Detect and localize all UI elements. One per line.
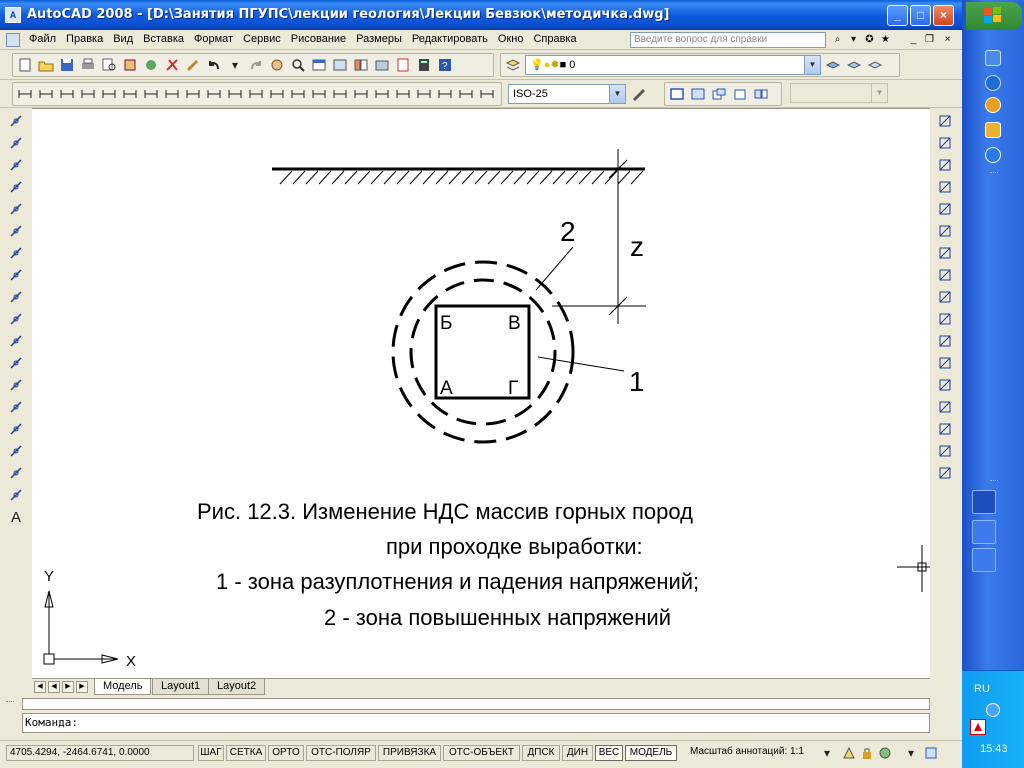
status-toggle-2[interactable]: ОРТО: [268, 745, 304, 761]
drawing-svg: [32, 109, 930, 678]
jogged-icon[interactable]: [121, 85, 139, 103]
leader-1: [538, 357, 624, 371]
status-toggle-8[interactable]: ВЕС: [595, 745, 623, 761]
extend-icon[interactable]: [936, 332, 954, 350]
stretch-icon[interactable]: [936, 288, 954, 306]
dimension-style-control-icon[interactable]: [373, 85, 391, 103]
layer-combo-value: 0: [569, 59, 576, 71]
circle-icon[interactable]: [7, 244, 25, 262]
save-icon[interactable]: [58, 56, 76, 74]
layer-combo[interactable]: 💡●✹■ 0 ▼: [525, 55, 821, 75]
command-prompt: Команда:: [25, 716, 78, 729]
command-area: [0, 695, 962, 740]
spline-icon[interactable]: [7, 288, 25, 306]
standard-toolbar: [12, 53, 494, 77]
standard-toolbar-row: [0, 50, 962, 80]
label-z: z: [630, 231, 644, 262]
tab-layout2[interactable]: Layout2: [208, 679, 265, 695]
dropdown-arrow-icon[interactable]: ▾: [850, 34, 857, 45]
ellipse-icon[interactable]: [7, 310, 25, 328]
system-tray: [962, 670, 1024, 768]
dimension-break-icon[interactable]: [415, 85, 433, 103]
menu-items: [24, 33, 582, 45]
quick-dimension-icon[interactable]: [184, 85, 202, 103]
layer-previous-icon[interactable]: [845, 56, 863, 74]
3d-dwf-icon[interactable]: [142, 56, 160, 74]
ground-hatch: [280, 171, 643, 184]
corner-label-b: Б: [440, 313, 453, 334]
menu-bar: [0, 30, 962, 50]
doc-restore-icon[interactable]: ❐: [925, 34, 934, 45]
layer-manager-icon[interactable]: [504, 56, 522, 74]
status-toggle-1[interactable]: СЕТКА: [226, 745, 266, 761]
quick-launch-desktop-icon[interactable]: [985, 50, 1001, 66]
copy-icon[interactable]: [936, 134, 954, 152]
dimension-update-icon[interactable]: [352, 85, 370, 103]
point-icon[interactable]: [7, 398, 25, 416]
arc-length-icon[interactable]: [58, 85, 76, 103]
polygon-icon[interactable]: [7, 178, 25, 196]
dim-override-icon[interactable]: [478, 85, 496, 103]
taskbar-grip[interactable]: [990, 172, 998, 174]
match-properties-icon[interactable]: [184, 56, 202, 74]
antivirus-icon[interactable]: [970, 719, 986, 735]
rectangle-icon[interactable]: [7, 200, 25, 218]
aligned-dimension-icon[interactable]: [37, 85, 55, 103]
polyline-icon[interactable]: [7, 156, 25, 174]
layout-tabs-bar: [32, 678, 930, 695]
ucs-icon: [44, 568, 136, 670]
join-icon[interactable]: [936, 398, 954, 416]
caption-line-4: 2 - зона повышенных напряжений: [324, 605, 671, 630]
scale-icon[interactable]: [936, 266, 954, 284]
minimize-button[interactable]: _: [887, 5, 908, 26]
next-tab-icon[interactable]: ▶: [62, 681, 74, 693]
corner-label-v: В: [508, 313, 521, 334]
communication-center-icon[interactable]: ✪: [865, 34, 874, 45]
quick-launch-clock-icon[interactable]: [985, 122, 1001, 138]
arc-icon[interactable]: [7, 222, 25, 240]
window-title: AutoCAD 2008 - [D:\Занятия ПГУПС\лекции геология\Лекции Бевзюк\методичка.dwg]: [27, 7, 670, 22]
corner-label-g: Г: [508, 378, 519, 399]
status-toggle-0[interactable]: ШАГ: [198, 745, 224, 761]
doc-close-icon[interactable]: ×: [944, 34, 951, 45]
multiline-text-icon[interactable]: A: [10, 508, 21, 526]
taskbar-grip[interactable]: [990, 480, 998, 482]
layers-toolbar: [500, 53, 900, 77]
baseline-dimension-icon[interactable]: [205, 85, 223, 103]
grip-handle[interactable]: [6, 701, 14, 703]
menu-item-1[interactable]: Правка: [66, 33, 104, 45]
favorites-star-icon[interactable]: ★: [881, 34, 890, 45]
command-line-input[interactable]: [22, 713, 930, 733]
make-block-icon[interactable]: [7, 376, 25, 394]
help-icon[interactable]: [436, 56, 454, 74]
zoom-realtime-icon[interactable]: [289, 56, 307, 74]
convert-object-viewport-icon[interactable]: [752, 85, 770, 103]
redo-icon[interactable]: [247, 56, 265, 74]
dimension-style-icon[interactable]: [630, 85, 648, 103]
chevron-down-icon[interactable]: ▼: [609, 85, 625, 103]
menu-item-10[interactable]: Справка: [533, 33, 577, 45]
print-preview-icon[interactable]: [100, 56, 118, 74]
tool-palettes-icon[interactable]: [352, 56, 370, 74]
tray-expand-icon[interactable]: [986, 703, 1000, 717]
svg-text:?: ?: [442, 61, 448, 72]
title-bar[interactable]: [0, 0, 962, 30]
construction-line-icon[interactable]: [7, 134, 25, 152]
publish-icon[interactable]: [121, 56, 139, 74]
menu-item-0[interactable]: Файл: [29, 33, 57, 45]
status-bar: [0, 740, 962, 764]
quick-leader-icon[interactable]: [247, 85, 265, 103]
annotation-scale[interactable]: Масштаб аннотаций: 1:1: [690, 746, 804, 757]
markup-set-icon[interactable]: [394, 56, 412, 74]
undo-icon[interactable]: [205, 56, 223, 74]
caption-line-1: Рис. 12.3. Изменение НДС массив горных пород: [197, 499, 693, 524]
status-toggle-3[interactable]: ОТС-ПОЛЯР: [306, 745, 376, 761]
start-button[interactable]: [966, 2, 1022, 30]
status-toggle-6[interactable]: ДПСК: [522, 745, 560, 761]
autocad-app-icon[interactable]: A: [5, 7, 21, 23]
open-folder-icon[interactable]: [37, 56, 55, 74]
line-icon[interactable]: [7, 112, 25, 130]
cut-icon[interactable]: [163, 56, 181, 74]
last-tab-icon[interactable]: ▶: [76, 681, 88, 693]
search-icon[interactable]: ⌕: [834, 34, 841, 45]
clip-viewport-icon[interactable]: [710, 85, 728, 103]
drawing-canvas[interactable]: [32, 108, 930, 678]
modify-toolbar: [932, 108, 958, 498]
sheet-set-manager-icon[interactable]: [373, 56, 391, 74]
task-word-doc-2-icon[interactable]: [972, 548, 996, 572]
menu-item-8[interactable]: Редактировать: [411, 33, 488, 45]
chevron-down-icon[interactable]: ▼: [804, 56, 820, 74]
rotate-icon[interactable]: [936, 244, 954, 262]
angular-dimension-icon[interactable]: [163, 85, 181, 103]
diameter-dimension-icon[interactable]: [142, 85, 160, 103]
dimstyle-combo[interactable]: [508, 84, 626, 104]
ucs-y-label: Y: [44, 568, 55, 585]
trim-icon[interactable]: [936, 310, 954, 328]
doc-minimize-icon[interactable]: _: [910, 34, 917, 45]
break-icon[interactable]: [936, 376, 954, 394]
corner-label-a: А: [440, 378, 453, 399]
status-toggle-5[interactable]: ОТС-ОБЪЕКТ: [443, 745, 520, 761]
draw-toolbar: [3, 108, 29, 538]
polygonal-viewport-icon[interactable]: [731, 85, 749, 103]
zone-2-outer-ring: [393, 262, 573, 442]
calculator-icon[interactable]: [415, 56, 433, 74]
ellipse-arc-icon[interactable]: [7, 332, 25, 350]
status-toggle-9[interactable]: МОДЕЛЬ: [625, 745, 677, 761]
fillet-icon[interactable]: [936, 442, 954, 460]
new-file-icon[interactable]: [16, 56, 34, 74]
erase-icon[interactable]: [936, 112, 954, 130]
tab-layout1[interactable]: Layout1: [152, 679, 209, 695]
lock-icon[interactable]: [858, 744, 876, 762]
dimension-space-icon[interactable]: [394, 85, 412, 103]
menu-item-6[interactable]: Рисование: [290, 33, 347, 45]
properties-icon[interactable]: [310, 56, 328, 74]
coordinates-readout[interactable]: 4705.4294, -2464.6741, 0.0000: [6, 745, 194, 761]
tray-settings-icon[interactable]: [876, 744, 894, 762]
viewport-icon[interactable]: [668, 85, 686, 103]
revision-cloud-icon[interactable]: [7, 266, 25, 284]
region-icon[interactable]: [7, 464, 25, 482]
quick-launch-search-icon[interactable]: [985, 75, 1001, 91]
insert-block-icon[interactable]: [7, 354, 25, 372]
annotation-visibility-icon[interactable]: [840, 744, 858, 762]
close-button[interactable]: ×: [933, 5, 954, 26]
task-autocad-icon[interactable]: [972, 490, 996, 514]
status-menu-icon[interactable]: ▾: [907, 746, 915, 760]
clean-screen-icon[interactable]: [922, 744, 940, 762]
break-at-point-icon[interactable]: [936, 354, 954, 372]
array-icon[interactable]: [936, 200, 954, 218]
tolerance-icon[interactable]: [268, 85, 286, 103]
internet-explorer-icon[interactable]: [985, 147, 1001, 163]
layer-states-icon[interactable]: [866, 56, 884, 74]
move-icon[interactable]: [936, 222, 954, 240]
table-icon[interactable]: [7, 486, 25, 504]
first-tab-icon[interactable]: ◀: [34, 681, 46, 693]
gradient-icon[interactable]: [7, 442, 25, 460]
design-center-icon[interactable]: [331, 56, 349, 74]
menu-item-9[interactable]: Окно: [497, 33, 524, 45]
chamfer-icon[interactable]: [936, 420, 954, 438]
workspace-toolbar: [664, 82, 782, 106]
language-indicator[interactable]: RU: [974, 683, 990, 695]
caption-line-3: 1 - зона разуплотнения и падения напряжений;: [216, 569, 700, 594]
clock: 15:43: [980, 743, 1008, 755]
windows-logo-icon: [966, 2, 1022, 30]
single-viewport-icon[interactable]: [689, 85, 707, 103]
tab-model[interactable]: Модель: [94, 679, 151, 695]
leader-2: [536, 247, 573, 290]
crosshair-cursor: [897, 545, 930, 592]
menu-item-7[interactable]: Размеры: [356, 33, 402, 45]
scale-dropdown-icon[interactable]: ▾: [823, 746, 831, 760]
maximize-button[interactable]: □: [910, 5, 931, 26]
mirror-icon[interactable]: [936, 156, 954, 174]
dimension-text-edit-icon[interactable]: [331, 85, 349, 103]
quick-launch-media-icon[interactable]: [985, 97, 1001, 113]
menu-item-2[interactable]: Вид: [113, 33, 134, 45]
pan-realtime-icon[interactable]: [268, 56, 286, 74]
windows-taskbar: [962, 0, 1024, 768]
continue-dimension-icon[interactable]: [226, 85, 244, 103]
caption-line-2: при проходке выработки:: [386, 534, 643, 559]
dimension-edit-icon[interactable]: [310, 85, 328, 103]
task-word-doc-1-icon[interactable]: [972, 520, 996, 544]
make-object-layer-current-icon[interactable]: [824, 56, 842, 74]
print-icon[interactable]: [79, 56, 97, 74]
zone-1-inner-ring: [411, 280, 555, 424]
command-history: [22, 698, 930, 710]
dimension-toolbar: [12, 82, 502, 106]
hatch-icon[interactable]: [7, 420, 25, 438]
viewport-scale-combo[interactable]: [790, 83, 888, 103]
undo-dropdown-icon[interactable]: ▾: [231, 58, 239, 72]
status-toggle-4[interactable]: ПРИВЯЗКА: [378, 745, 441, 761]
ucs-x-label: X: [126, 653, 137, 670]
linear-dimension-icon[interactable]: [16, 85, 34, 103]
jogged-linear-icon[interactable]: [457, 85, 475, 103]
chevron-down-icon[interactable]: ▼: [871, 84, 887, 102]
explode-icon[interactable]: [936, 464, 954, 482]
center-mark-icon[interactable]: [289, 85, 307, 103]
menu-item-3[interactable]: Вставка: [143, 33, 185, 45]
radius-dimension-icon[interactable]: [100, 85, 118, 103]
ordinate-dimension-icon[interactable]: [79, 85, 97, 103]
menu-item-4[interactable]: Формат: [194, 33, 234, 45]
dimension-toolbar-row: [0, 80, 962, 108]
status-toggle-7[interactable]: ДИН: [562, 745, 593, 761]
inspection-icon[interactable]: [436, 85, 454, 103]
dimstyle-combo-value: ISO-25: [513, 88, 548, 100]
document-icon[interactable]: [6, 33, 20, 47]
help-search-input[interactable]: Введите вопрос для справки: [630, 32, 826, 48]
offset-icon[interactable]: [936, 178, 954, 196]
label-1: 1: [629, 366, 645, 397]
previous-tab-icon[interactable]: ◀: [48, 681, 60, 693]
label-2: 2: [560, 216, 576, 247]
menu-item-5[interactable]: Сервис: [243, 33, 281, 45]
